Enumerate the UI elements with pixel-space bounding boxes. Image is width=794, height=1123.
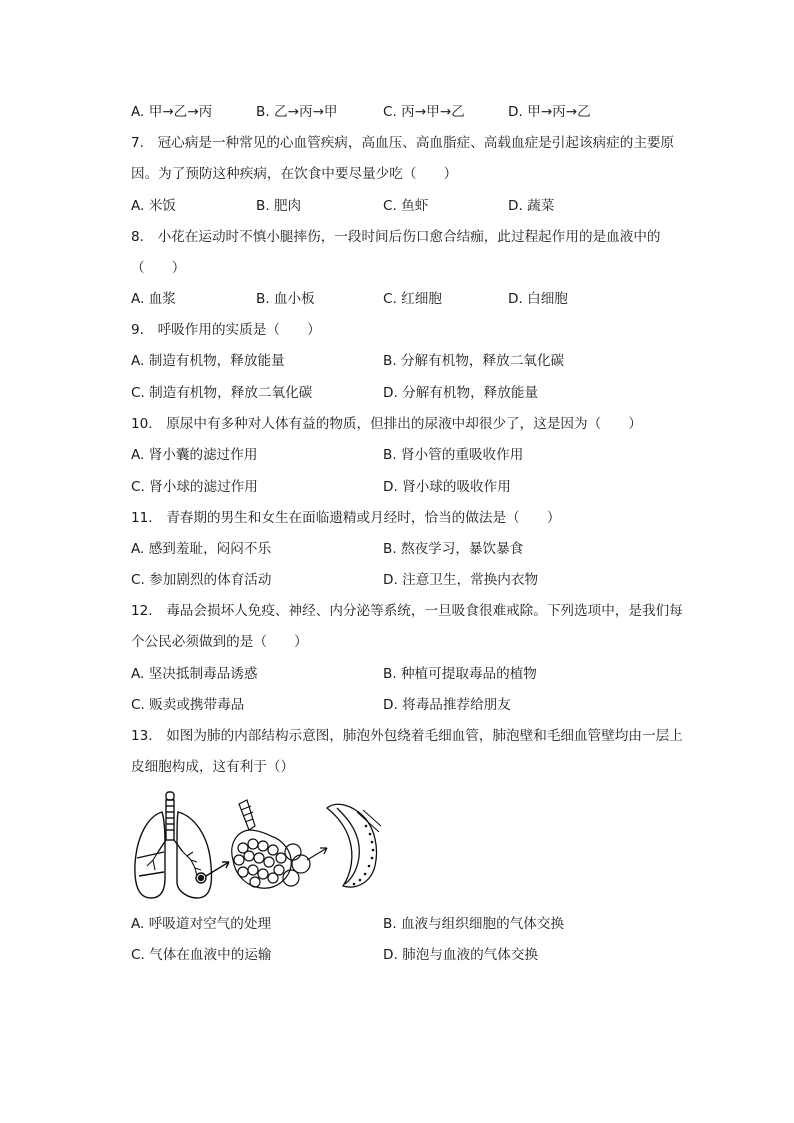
q7-stem-line2: 因。为了预防这种疾病，在饮食中要尽量少吃（ ）: [131, 166, 458, 182]
q12-option-a: A. 坚决抵制毒品诱惑: [131, 666, 258, 682]
q11-option-a: A. 感到羞耻，闷闷不乐: [131, 541, 272, 557]
lung-structure-figure: [131, 786, 381, 904]
q6-option-d: D. 甲→丙→乙: [508, 104, 591, 120]
q7-stem-line1: 7. 冠心病是一种常见的心血管疾病，高血压、高血脂症、高载血症是引起该病症的主要原: [131, 135, 675, 151]
q8-stem-line2: （ ）: [131, 260, 186, 276]
q10-option-c: C. 肾小球的滤过作用: [131, 479, 258, 495]
q7-option-d: D. 蔬菜: [508, 198, 555, 214]
q13-option-d: D. 肺泡与血液的气体交换: [383, 947, 539, 963]
q11-option-d: D. 注意卫生，常换内衣物: [383, 572, 539, 588]
q9-option-a: A. 制造有机物，释放能量: [131, 353, 285, 369]
q8-option-d: D. 白细胞: [508, 291, 568, 307]
q11-stem: 11. 青春期的男生和女生在面临遗精或月经时，恰当的做法是（ ）: [131, 510, 561, 526]
q12-stem-line2: 个公民必须做到的是（ ）: [131, 634, 308, 650]
q12-stem-line1: 12. 毒品会损坏人免疫、神经、内分泌等系统，一旦吸食很难戒除。下列选项中，是我们每: [131, 603, 683, 619]
q8-option-a: A. 血浆: [131, 291, 176, 307]
q10-option-a: A. 肾小囊的滤过作用: [131, 447, 258, 463]
q8-stem-line1: 8. 小花在运动时不慎小腿摔伤，一段时间后伤口愈合结痂，此过程起作用的是血液中的: [131, 229, 661, 245]
q10-option-d: D. 肾小球的吸收作用: [383, 479, 511, 495]
right-lung-icon: [177, 812, 211, 898]
trachea-icon: [158, 792, 183, 852]
q10-stem: 10. 原尿中有多种对人体有益的物质，但排出的尿液中却很少了，这是因为（ ）: [131, 416, 642, 432]
q13-option-b: B. 血液与组织细胞的气体交换: [383, 916, 565, 932]
q13-stem-line2: 皮细胞构成，这有利于（）: [131, 759, 295, 775]
q13-stem-line1: 13. 如图为肺的内部结构示意图，肺泡外包绕着毛细血管，肺泡壁和毛细血管壁均由一层上: [131, 728, 683, 744]
q12-option-c: C. 贩卖或携带毒品: [131, 697, 245, 713]
q9-option-c: C. 制造有机物，释放二氧化碳: [131, 385, 313, 401]
q9-option-d: D. 分解有机物，释放能量: [383, 385, 539, 401]
q7-option-a: A. 米饭: [131, 198, 176, 214]
q6-option-a: A. 甲→乙→丙: [131, 104, 213, 120]
alveoli-cluster-icon: [232, 800, 327, 888]
q12-option-d: D. 将毒品推荐给朋友: [383, 697, 511, 713]
q13-option-a: A. 呼吸道对空气的处理: [131, 916, 272, 932]
q6-option-c: C. 丙→甲→乙: [383, 104, 465, 120]
q12-option-b: B. 种植可提取毒品的植物: [383, 666, 537, 682]
q9-option-b: B. 分解有机物，释放二氧化碳: [383, 353, 565, 369]
q8-option-b: B. 血小板: [256, 291, 315, 307]
q8-option-c: C. 红细胞: [383, 291, 442, 307]
q10-option-b: B. 肾小管的重吸收作用: [383, 447, 524, 463]
q7-option-c: C. 鱼虾: [383, 198, 429, 214]
q13-option-c: C. 气体在血液中的运输: [131, 947, 272, 963]
q11-option-b: B. 熬夜学习，暴饮暴食: [383, 541, 524, 557]
q11-option-c: C. 参加剧烈的体育活动: [131, 572, 272, 588]
q7-option-b: B. 肥肉: [256, 198, 302, 214]
q9-stem: 9. 呼吸作用的实质是（ ）: [131, 322, 321, 338]
q6-option-b: B. 乙→丙→甲: [256, 104, 338, 120]
alveolus-capillary-icon: [327, 804, 381, 887]
